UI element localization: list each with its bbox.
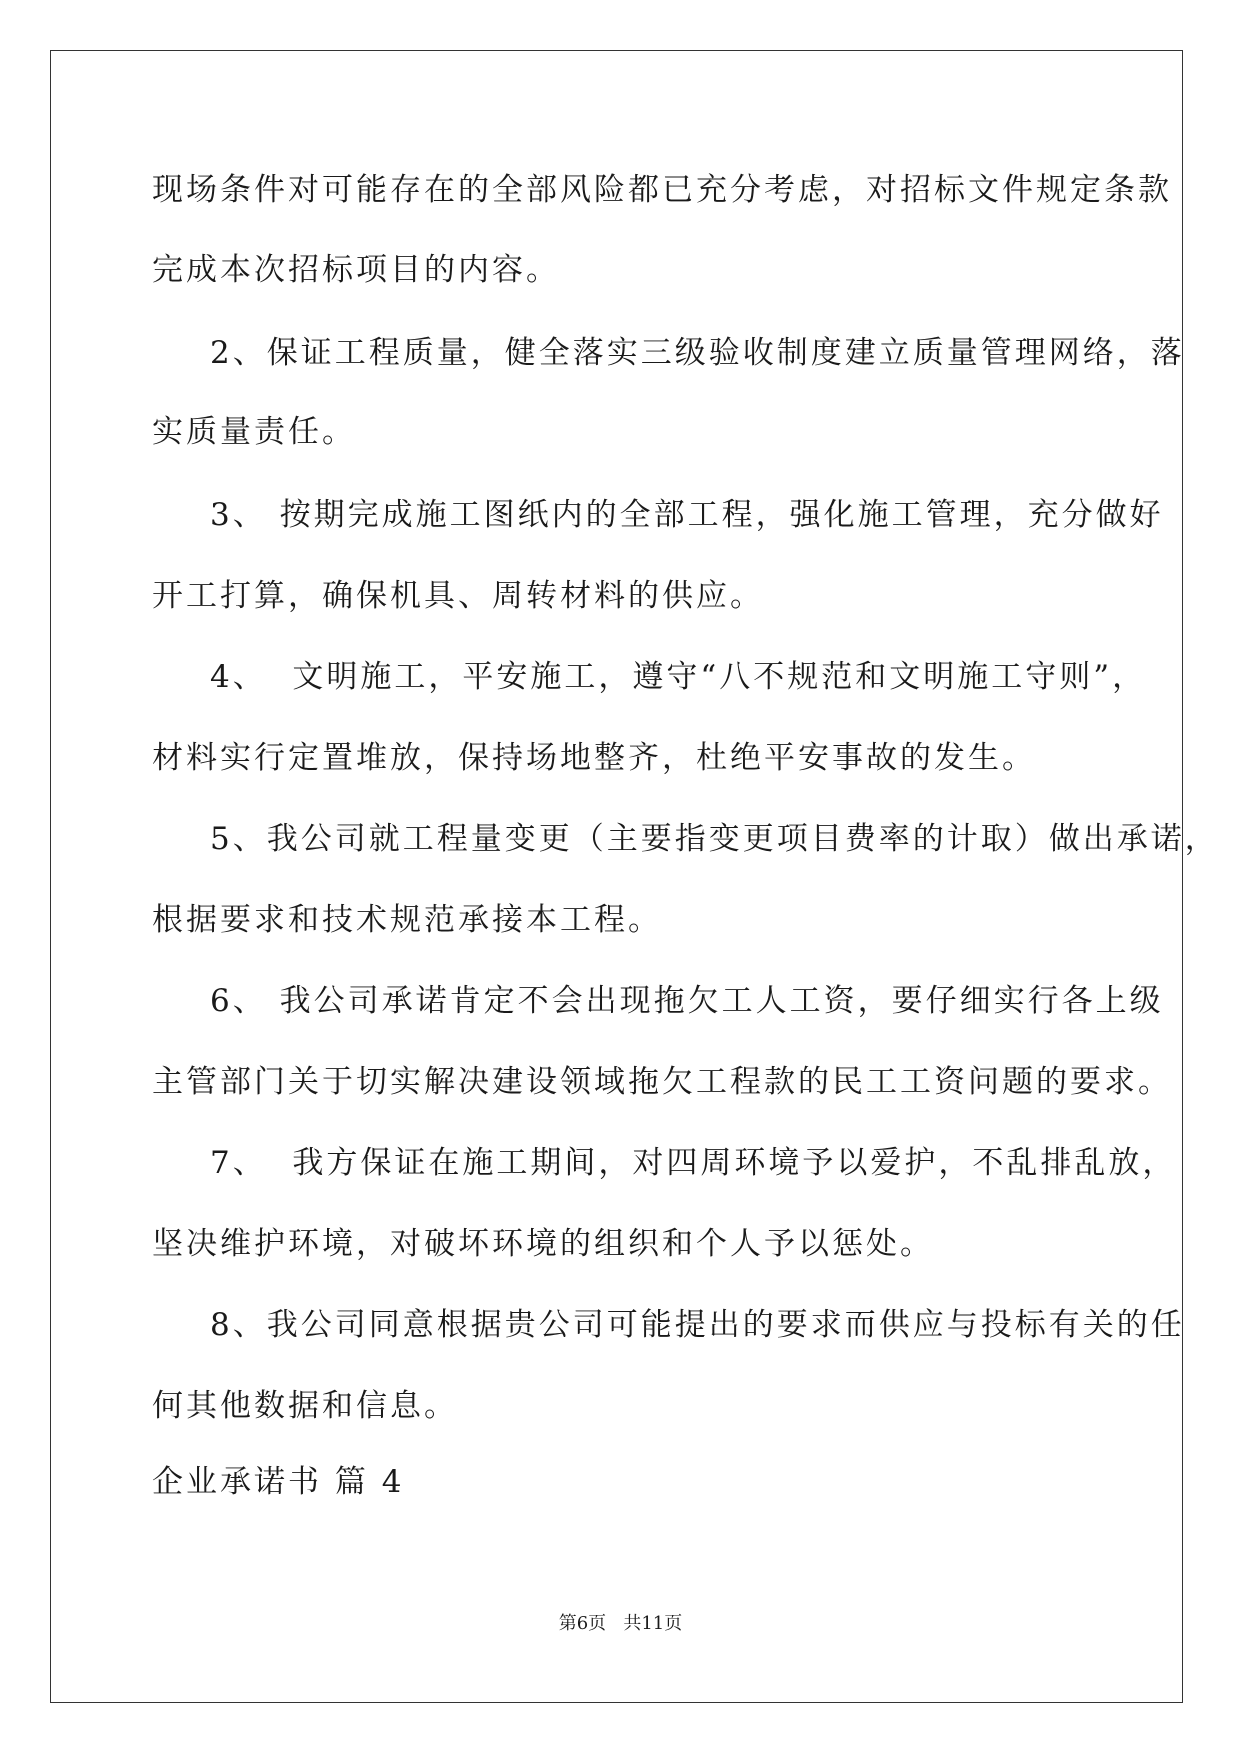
paragraph-4-start: 4、 文明施工，平安施工，遵守“八不规范和文明施工守则”， bbox=[210, 659, 1147, 695]
paragraph-6-start: 6、 我公司承诺肯定不会出现拖欠工人工资，要仔细实行各上级 bbox=[210, 983, 1164, 1019]
body-line: 材料实行定置堆放，保持场地整齐，杜绝平安事故的发生。 bbox=[152, 740, 1036, 776]
body-line: 完成本次招标项目的内容。 bbox=[152, 252, 560, 288]
paragraph-5-start: 5、我公司就工程量变更（主要指变更项目费率的计取）做出承诺， bbox=[210, 821, 1219, 857]
body-line: 开工打算，确保机具、周转材料的供应。 bbox=[152, 578, 764, 614]
body-line: 根据要求和技术规范承接本工程。 bbox=[152, 902, 662, 938]
page-border bbox=[50, 50, 1183, 1703]
paragraph-8-start: 8、我公司同意根据贵公司可能提出的要求而供应与投标有关的任 bbox=[210, 1307, 1185, 1343]
page-footer: 第6页 共11页 bbox=[558, 1613, 683, 1634]
paragraph-2-start: 2、保证工程质量，健全落实三级验收制度建立质量管理网络，落 bbox=[210, 335, 1185, 371]
body-line: 现场条件对可能存在的全部风险都已充分考虑，对招标文件规定条款 bbox=[152, 172, 1172, 208]
body-line: 坚决维护环境，对破坏环境的组织和个人予以惩处。 bbox=[152, 1226, 934, 1262]
section-heading: 企业承诺书 篇 4 bbox=[152, 1464, 405, 1500]
body-line: 主管部门关于切实解决建设领域拖欠工程款的民工工资问题的要求。 bbox=[152, 1064, 1172, 1100]
paragraph-7-start: 7、 我方保证在施工期间，对四周环境予以爱护，不乱排乱放， bbox=[210, 1145, 1177, 1181]
body-line: 何其他数据和信息。 bbox=[152, 1388, 458, 1424]
paragraph-3-start: 3、 按期完成施工图纸内的全部工程，强化施工管理，充分做好 bbox=[210, 497, 1164, 533]
body-line: 实质量责任。 bbox=[152, 414, 356, 450]
